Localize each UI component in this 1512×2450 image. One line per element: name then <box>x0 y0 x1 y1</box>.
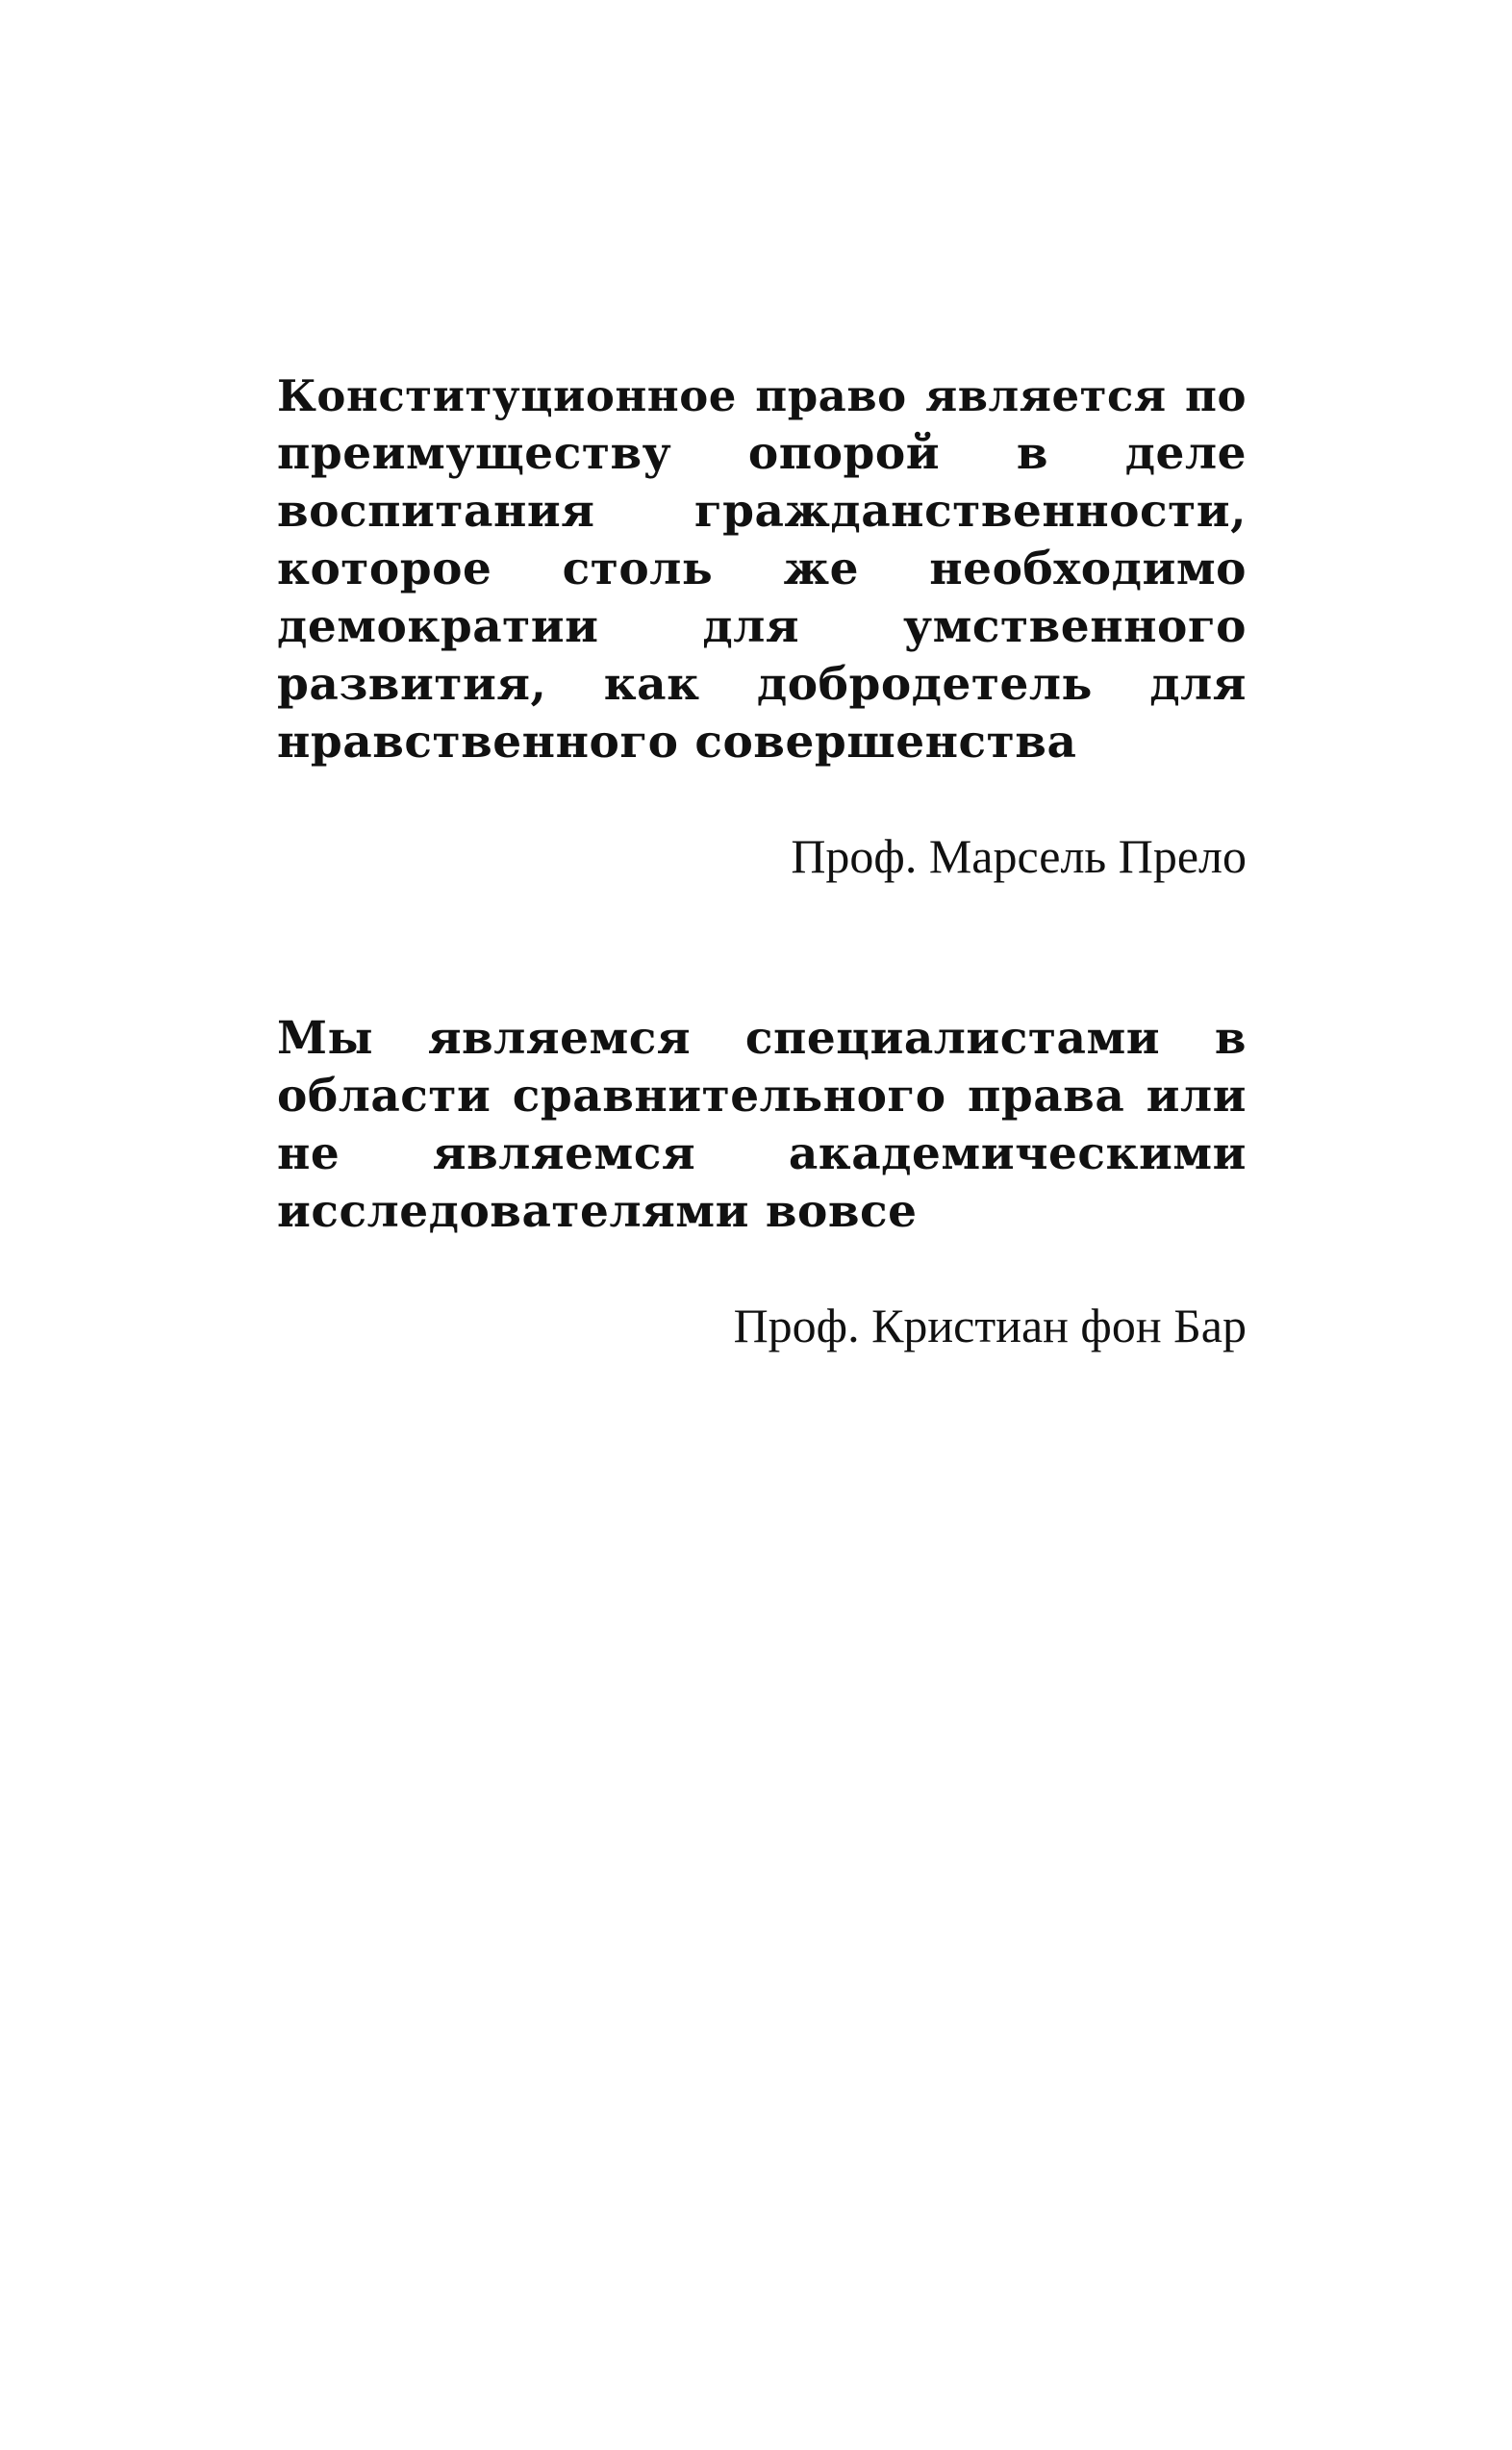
quote-line: исследователями вовсе <box>277 1185 918 1238</box>
quote-line: нравственного совершенства <box>277 716 1077 769</box>
quote-line: развития, как добродетель для <box>277 658 1247 711</box>
quote-line: Конституционное право является по <box>277 370 1247 421</box>
quote-line: Мы являемся специалистами в <box>277 1012 1247 1065</box>
quote-text <box>277 367 1247 771</box>
quote-author: Проф. Марсель Прело <box>791 829 1247 883</box>
quote-line: области сравнительного права или <box>277 1070 1247 1123</box>
epigraph-quote <box>277 1010 1247 1354</box>
epigraph-quote <box>277 367 1247 885</box>
quote-line: демократии для умственного <box>277 600 1247 653</box>
quote-text <box>277 1010 1247 1241</box>
quote-line: воспитания гражданственности, <box>277 485 1247 538</box>
quote-line: которое столь же необходимо <box>277 543 1247 595</box>
quote-line: не являемся академическими <box>277 1127 1247 1180</box>
quote-line: преимуществу опорой в деле <box>277 427 1247 480</box>
quote-author: Проф. Кристиан фон Бар <box>733 1299 1247 1352</box>
